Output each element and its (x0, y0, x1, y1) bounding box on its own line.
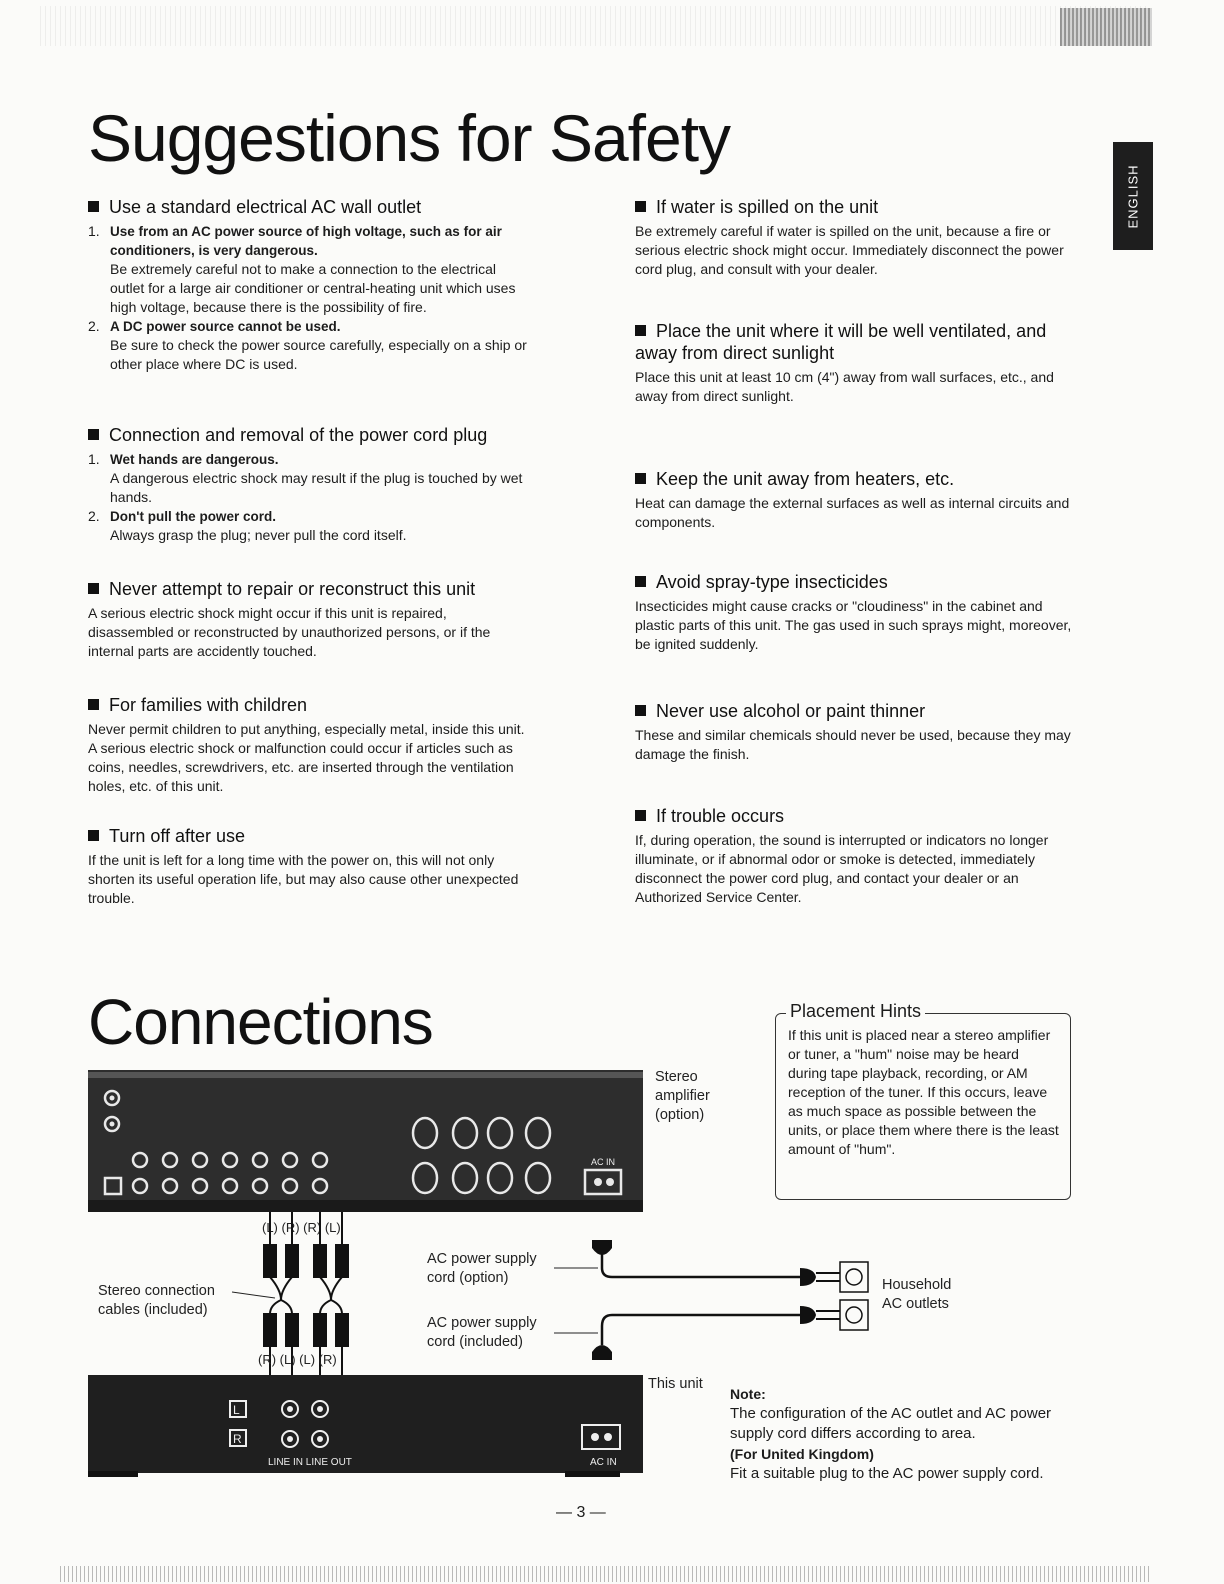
note-uk-text: Fit a suitable plug to the AC power supply cord. (730, 1465, 1044, 1482)
section-heading: Place the unit where it will be well ventilated, and away from direct sunlight (635, 321, 1047, 363)
language-tab: ENGLISH (1113, 142, 1153, 250)
jack-l-label: L (233, 1403, 240, 1417)
cord-included-label: AC power supply cord (included) (427, 1315, 537, 1350)
section-heading: Use a standard electrical AC wall outlet (88, 196, 528, 218)
cables-label: Stereo connection cables (included) (98, 1283, 215, 1318)
amp-label: Stereo amplifier (option) (655, 1069, 710, 1123)
note-text: The configuration of the AC outlet and AC power supply cord differs according to area. (730, 1405, 1052, 1442)
unit-label: This unit (648, 1376, 703, 1392)
placement-hints-body: If this unit is placed near a stereo amplifier or tuner, a "hum" noise may be heard during tape playback, recording, or AM reception of the tuner. If this occurs, leave as much space as possible between the units, or place them where there is the least amount of "hum". (788, 1027, 1059, 1157)
section-body: If, during operation, the sound is interrupted or indicators no longer illuminate, or if abnormal odor or smoke is detected, immediately disconnect the power cord plug, and contact your dealer or an Authorized Service Center. (635, 832, 1049, 905)
amp-lr-top: (L) (R) (R) (L) (262, 1220, 341, 1235)
cord-plug-top (592, 1240, 612, 1255)
section-body: Be extremely careful if water is spilled on the unit, because a fire or serious electric shock might occur. Immediately disconnect the power cord plug, and consult with your dealer. (635, 223, 1064, 277)
section-body: These and similar chemicals should never be used, because they may damage the finish. (635, 727, 1071, 762)
section-heading: If water is spilled on the unit (635, 196, 1075, 218)
cables-leader (232, 1292, 275, 1298)
plug-icon (800, 1268, 840, 1324)
amp-ac-in-label: AC IN (591, 1157, 616, 1167)
placement-hints-title: Placement Hints (786, 1001, 925, 1022)
wall-outlet-icon (840, 1262, 868, 1330)
power-cord-option (602, 1252, 800, 1277)
cord-plug-bottom (592, 1345, 612, 1360)
section-heading: If trouble occurs (635, 805, 1075, 827)
cord-option-label: AC power supply cord (option) (427, 1251, 537, 1286)
note-block (730, 1384, 1090, 1484)
note-title: Note: (730, 1386, 766, 1402)
this-unit-panel (88, 1375, 643, 1477)
section-heading: Turn off after use (88, 825, 528, 847)
section-body: Never permit children to put anything, especially metal, inside this unit. A serious electric shock or malfunction could occur if articles such as coins, needles, screwdrivers, etc. are inserted through the ventilation holes, etc. of this unit. (88, 721, 525, 794)
section-body: Place this unit at least 10 cm (4") away from wall surfaces, etc., and away from direct sunlight. (635, 369, 1054, 404)
section-heading: Never use alcohol or paint thinner (635, 700, 1075, 722)
section-body: A serious electric shock might occur if this unit is repaired, disassembled or reconstructed by unauthorized persons, or if the internal parts are accidently touched. (88, 605, 491, 659)
section-heading: Never attempt to repair or reconstruct this unit (88, 578, 528, 600)
section-heading: Avoid spray-type insecticides (635, 571, 1075, 593)
connections-title: Connections (88, 986, 433, 1058)
list-item: 2. Don't pull the power cord. Always grasp the plug; never pull the cord itself. (88, 508, 407, 543)
section-body: Insecticides might cause cracks or "cloudiness" in the cabinet and plastic parts of this unit. The gas used in such sprays might, moreover, be ignited suddenly. (635, 598, 1072, 652)
section-body: If the unit is left for a long time with the power on, this will not only shorten its useful operation life, but may also cause other unexpected trouble. (88, 852, 519, 906)
section-heading: For families with children (88, 694, 528, 716)
line-io-label: LINE IN LINE OUT (268, 1457, 352, 1468)
section-heading: Keep the unit away from heaters, etc. (635, 468, 1075, 490)
page-title: Suggestions for Safety (88, 101, 731, 175)
note-uk-title: (For United Kingdom) (730, 1446, 874, 1462)
unit-ac-in-label: AC IN (590, 1457, 617, 1468)
outlets-label: Household AC outlets (882, 1277, 952, 1312)
list-item: 1. Wet hands are dangerous. A dangerous electric shock may result if the plug is touched by wet hands. (88, 451, 523, 505)
section-body: Heat can damage the external surfaces as well as internal circuits and components. (635, 495, 1070, 530)
page-number: — 3 — (556, 1504, 606, 1521)
stereo-amplifier-panel (88, 1070, 643, 1212)
list-item: 2. A DC power source cannot be used. Be sure to check the power source carefully, especially on a ship or other place where DC is used. (88, 318, 527, 372)
amp-lr-bottom: (R) (L) (L) (R) (258, 1352, 337, 1367)
power-cord-included (602, 1315, 800, 1345)
jack-r-label: R (233, 1432, 242, 1446)
section-heading: Connection and removal of the power cord plug (88, 424, 528, 446)
list-item: 1. Use from an AC power source of high voltage, such as for air conditioners, is very dangerous. Be extremely careful not to make a connection to the electrical outlet for a large air conditioner or central-heating unit which uses high voltage, because there is the possibility of fire. (88, 223, 516, 315)
